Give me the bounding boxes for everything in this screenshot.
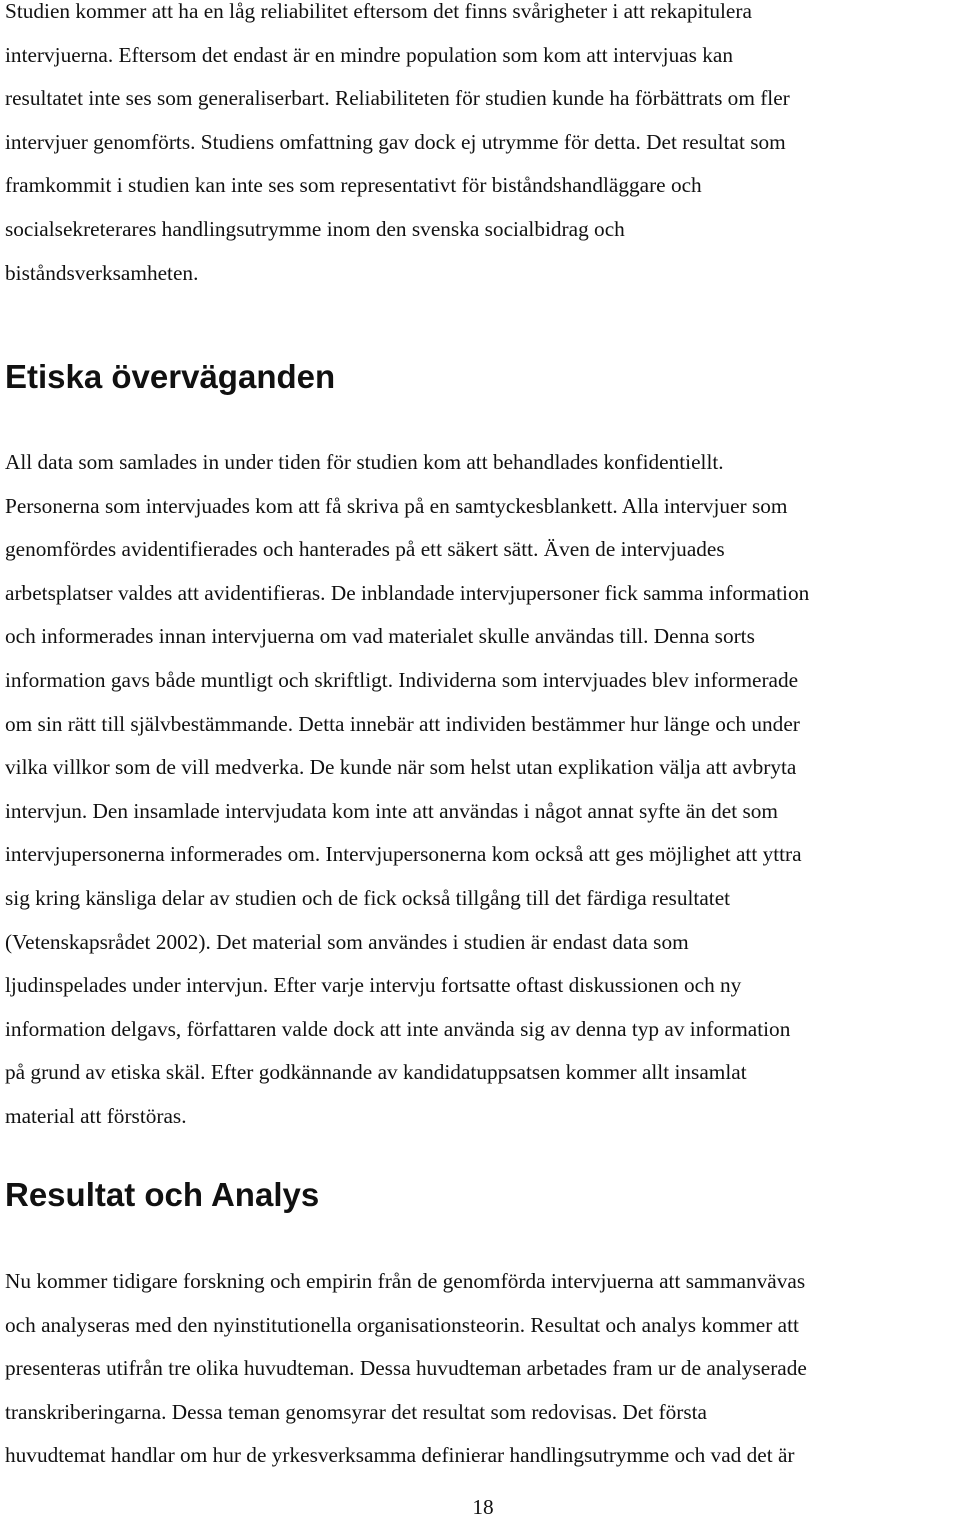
text-line: biståndsverksamheten. [5, 260, 199, 285]
paragraph-results [5, 1260, 960, 1478]
text-line: intervjun. Den insamlade intervjudata kom inte att användas i något annat syfte än det som [5, 798, 778, 823]
text-line: intervjuer genomförts. Studiens omfattning gav dock ej utrymme för detta. Det resultat som [5, 129, 786, 154]
text-line: på grund av etiska skäl. Efter godkännande av kandidatuppsatsen kommer allt insamlat [5, 1060, 747, 1085]
text-line: om sin rätt till självbestämmande. Detta innebär att individen bestämmer hur länge och under [5, 711, 800, 736]
text-line: material att förstöras. [5, 1103, 187, 1128]
text-line: arbetsplatser valdes att avidentifieras. De inblandade intervjupersoner fick samma information [5, 580, 810, 605]
text-line: intervjuerna. Eftersom det endast är en mindre population som kom att intervjuas kan [5, 42, 734, 67]
text-line: information gavs både muntligt och skriftligt. Individerna som intervjuades blev informerade [5, 667, 799, 692]
text-line: huvudtemat handlar om hur de yrkesverksamma definierar handlingsutrymme och vad det är [5, 1443, 795, 1468]
text-line: intervjupersonerna informerades om. Intervjupersonerna kom också att ges möjlighet att yttra [5, 842, 802, 867]
paragraph-reliability [5, 0, 960, 295]
text-line: framkommit i studien kan inte ses som representativt för biståndshandläggare och [5, 173, 702, 198]
text-line: vilka villkor som de vill medverka. De kunde när som helst utan explikation välja att avbryta [5, 755, 797, 780]
text-line: information delgavs, författaren valde dock att inte använda sig av denna typ av information [5, 1016, 791, 1041]
section-heading-ethics: Etiska överväganden [5, 358, 336, 395]
paragraph-ethics [5, 441, 960, 1139]
text-line: genomfördes avidentifierades och hanterades på ett säkert sätt. Även de intervjuades [5, 537, 725, 562]
text-line: (Vetenskapsrådet 2002). Det material som användes i studien är endast data som [5, 929, 689, 954]
text-line: resultatet inte ses som generaliserbart. Reliabiliteten för studien kunde ha förbättrats om fler [5, 86, 790, 111]
text-line: sig kring känsliga delar av studien och de fick också tillgång till det färdiga resultatet [5, 885, 731, 910]
text-line: ljudinspelades under intervjun. Efter varje intervju fortsatte oftast diskussionen och ny [5, 973, 742, 998]
text-line: socialsekreterares handlingsutrymme inom den svenska socialbidrag och [5, 216, 625, 241]
text-line: transkriberingarna. Dessa teman genomsyrar det resultat som redovisas. Det första [5, 1399, 707, 1424]
text-line: Nu kommer tidigare forskning och empirin från de genomförda intervjuerna att sammanvävas [5, 1269, 806, 1293]
text-line: och analyseras med den nyinstitutionella organisationsteorin. Resultat och analys kommer att [5, 1312, 799, 1337]
text-line: presenteras utifrån tre olika huvudteman. Dessa huvudteman arbetades fram ur de analyserade [5, 1356, 807, 1381]
text-line: Personerna som intervjuades kom att få skriva på en samtyckesblankett. Alla intervjuer som [5, 493, 788, 518]
text-line: Studien kommer att ha en låg reliabilitet eftersom det finns svårigheter i att rekapitulera [5, 0, 752, 23]
text-line: All data som samlades in under tiden för studien kom att behandlades konfidentiellt. [5, 450, 724, 474]
page-number: 18 [472, 1495, 494, 1519]
section-heading-results: Resultat och Analys [5, 1176, 320, 1213]
text-line: och informerades innan intervjuerna om vad materialet skulle användas till. Denna sorts [5, 624, 755, 649]
